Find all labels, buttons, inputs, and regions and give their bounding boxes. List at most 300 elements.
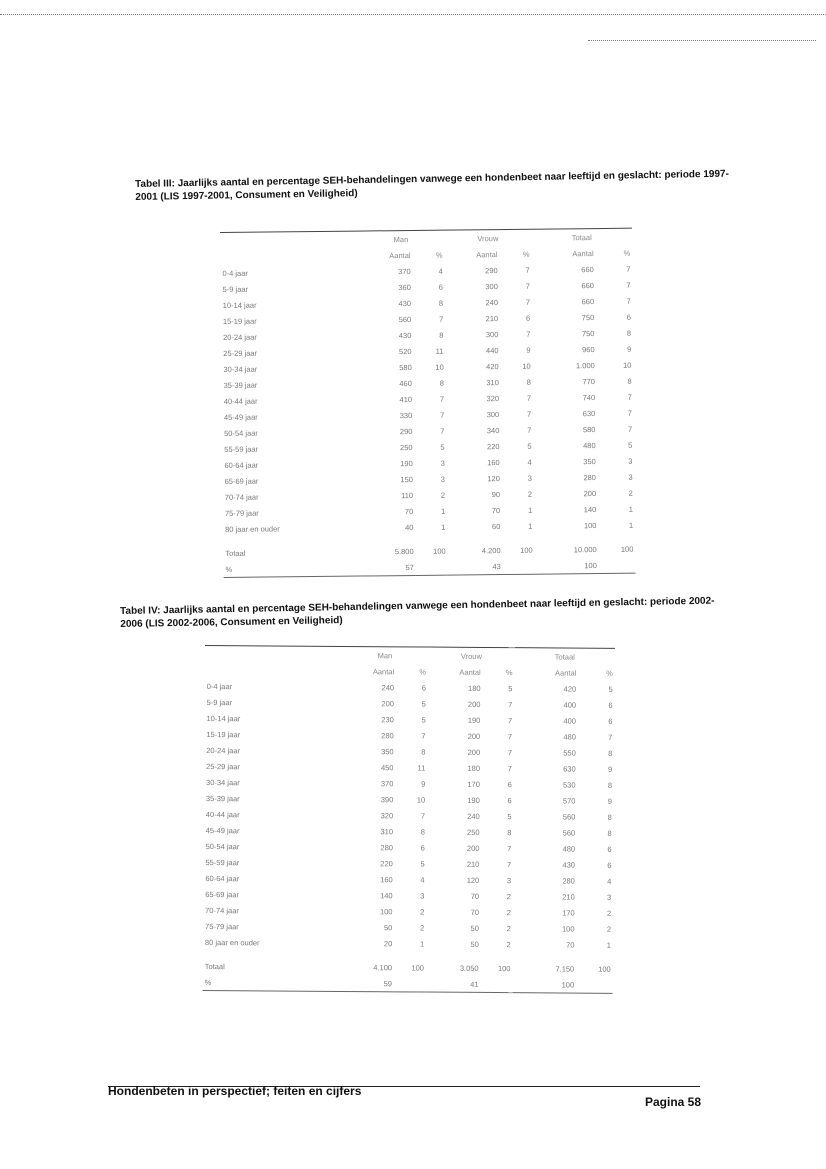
row-label: 45-49 jaar [205, 825, 240, 835]
row-label: 65-69 jaar [224, 476, 259, 486]
cell-value: 400 [563, 716, 577, 726]
percent-value [416, 559, 448, 576]
row-label: 15-19 jaar [222, 316, 257, 326]
cell-value: 7 [507, 747, 513, 757]
percent-value [576, 977, 613, 994]
cell-value: 190 [467, 715, 481, 725]
row-label: 35-39 jaar [223, 380, 258, 390]
cell-value: 4 [420, 875, 425, 885]
cell-value: 6 [626, 312, 631, 322]
cell-value: 9 [607, 764, 613, 774]
cell-value: 1 [606, 940, 611, 950]
percent-value [503, 558, 535, 575]
table3-caption [135, 168, 735, 204]
cell-value: 70 [404, 506, 414, 516]
cell-value: 50 [384, 922, 393, 932]
cell-value: 520 [398, 346, 412, 356]
cell-value: 7 [420, 811, 426, 821]
cell-value: 210 [562, 892, 575, 902]
cell-value: 9 [526, 345, 531, 355]
cell-value: 350 [583, 456, 596, 466]
cell-value: 7 [526, 393, 532, 403]
header-group-0: Man [342, 646, 429, 663]
cell-value: 4 [438, 266, 443, 276]
cell-value: 6 [525, 313, 531, 323]
cell-value: 450 [380, 762, 394, 772]
cell-value: 7 [526, 329, 531, 339]
total-value: 100 [620, 544, 634, 554]
row-label: 55-59 jaar [205, 857, 240, 867]
total-value: 5.800 [394, 546, 414, 556]
cell-value: 8 [526, 377, 531, 387]
cell-value: 6 [507, 795, 512, 805]
percent-value: 100 [535, 557, 599, 574]
cell-value: 4 [527, 457, 532, 467]
percent-value: 57 [361, 559, 416, 576]
cell-value: 150 [400, 474, 413, 484]
table4-caption [120, 595, 720, 631]
cell-value: 1 [419, 939, 425, 949]
cell-value: 300 [485, 281, 498, 291]
cell-value: 160 [487, 457, 500, 467]
cell-value: 7 [608, 732, 613, 742]
cell-value: 90 [491, 489, 501, 499]
cell-value: 7 [626, 264, 631, 274]
cell-value: 660 [581, 280, 594, 290]
table3-caption-line2: 2001 (LIS 1997-2001, Consument en Veiligheid) [135, 188, 358, 203]
table4-caption-line2: 2006 (LIS 2002-2006, Consument en Veiligheid) [120, 615, 343, 630]
cell-value: 7 [525, 281, 530, 291]
cell-value: 1.000 [575, 360, 595, 370]
cell-value: 7 [507, 843, 512, 853]
percent-value [480, 976, 512, 993]
percent-label: % [223, 560, 361, 578]
cell-value: 7 [525, 265, 530, 275]
row-label: 60-64 jaar [205, 873, 240, 883]
cell-value: 110 [401, 490, 414, 500]
page-number: Pagina 58 [645, 1095, 702, 1109]
cell-value: 8 [438, 298, 444, 308]
cell-value: 10 [623, 360, 632, 370]
cell-value: 740 [582, 392, 596, 402]
cell-value: 2 [506, 939, 511, 949]
cell-value: 550 [563, 748, 576, 758]
cell-value: 11 [417, 762, 426, 773]
cell-value: 300 [485, 329, 499, 339]
total-label: Totaal [225, 548, 246, 558]
header-sub-0: Aantal [372, 666, 395, 676]
total-value: 7.150 [555, 963, 575, 974]
cell-value: 3 [628, 472, 633, 482]
cell-value: 200 [466, 843, 480, 853]
cell-value: 7 [626, 296, 631, 306]
cell-value: 7 [627, 424, 633, 434]
cell-value: 8 [420, 827, 425, 837]
header-empty-cell [220, 248, 358, 265]
cell-value: 9 [607, 796, 612, 806]
row-label: 75-79 jaar [205, 921, 239, 931]
percent-value: 100 [512, 976, 576, 993]
row-label: 10-14 jaar [222, 300, 257, 310]
row-label: 20-24 jaar [223, 332, 257, 342]
cell-value: 480 [563, 732, 576, 742]
cell-value: 290 [399, 426, 413, 436]
cell-value: 240 [485, 297, 499, 307]
cell-value: 5 [420, 859, 425, 869]
cell-value: 2 [606, 908, 612, 918]
cell-value: 6 [420, 843, 425, 853]
top-right-dotted-rule [588, 40, 816, 41]
cell-value: 7 [439, 394, 445, 404]
cell-value: 7 [507, 859, 512, 869]
cell-value: 8 [507, 827, 512, 837]
cell-value: 770 [582, 376, 595, 386]
cell-value: 6 [607, 860, 612, 870]
cell-value: 280 [583, 472, 596, 482]
total-value: 100 [520, 545, 533, 555]
header-sub-0: Aantal [389, 250, 411, 260]
cell-value: 240 [381, 682, 395, 692]
cell-value: 8 [607, 780, 613, 790]
cell-value: 11 [435, 346, 444, 356]
cell-value: 3 [420, 891, 425, 901]
top-dotted-rule [0, 14, 826, 15]
cell-value: 8 [627, 376, 632, 386]
row-label: 5-9 jaar [206, 697, 233, 707]
cell-value: 370 [380, 778, 394, 788]
cell-value: 10 [416, 794, 426, 805]
total-row [203, 950, 613, 977]
cell-value: 9 [421, 779, 426, 789]
cell-value: 140 [380, 890, 393, 900]
percent-value [599, 557, 636, 574]
cell-value: 560 [562, 828, 576, 838]
row-label: 30-34 jaar [206, 777, 240, 787]
cell-value: 3 [607, 892, 612, 902]
footer-title: Hondenbeten in perspectief; feiten en cijfers [108, 1084, 362, 1098]
header-sub-2: Aantal [476, 249, 498, 259]
cell-value: 70 [566, 940, 575, 950]
cell-value: 8 [421, 747, 426, 757]
cell-value: 180 [468, 683, 481, 693]
cell-value: 630 [582, 408, 596, 418]
row-label: 70-74 jaar [224, 492, 259, 502]
row-label: 25-29 jaar [206, 761, 240, 771]
cell-value: 7 [507, 763, 512, 773]
cell-value: 3 [440, 474, 445, 484]
cell-value: 70 [470, 907, 480, 917]
percent-value: 59 [339, 975, 394, 992]
cell-value: 250 [467, 827, 480, 837]
cell-value: 7 [508, 699, 513, 709]
row-label: 25-29 jaar [223, 348, 258, 358]
cell-value: 350 [381, 746, 394, 756]
cell-value: 430 [562, 860, 576, 870]
cell-value: 170 [467, 779, 480, 789]
header-sub-1: % [435, 250, 443, 260]
row-label: 80 jaar en ouder [204, 937, 260, 947]
header-group-1: Vrouw [444, 229, 531, 246]
cell-value: 8 [439, 378, 444, 388]
cell-value: 1 [628, 504, 633, 514]
cell-value: 2 [420, 923, 425, 933]
cell-value: 8 [607, 828, 612, 838]
cell-value: 7 [626, 280, 631, 290]
header-group-2: Totaal [531, 228, 632, 246]
total-value: 100 [411, 962, 425, 973]
cell-value: 6 [608, 716, 613, 726]
cell-value: 560 [562, 812, 576, 822]
cell-value: 460 [399, 378, 412, 388]
row-label: 10-14 jaar [206, 713, 241, 723]
header-sub-1: % [419, 666, 427, 677]
row-label: 50-54 jaar [205, 841, 240, 851]
percent-value [394, 975, 426, 992]
cell-value: 340 [486, 425, 500, 435]
cell-value: 5 [440, 442, 445, 452]
header-sub-5: % [606, 668, 613, 678]
cell-value: 10 [435, 362, 444, 372]
cell-value: 5 [508, 683, 513, 693]
cell-value: 7 [525, 297, 531, 307]
cell-value: 1 [528, 521, 533, 531]
row-label: 15-19 jaar [206, 729, 241, 739]
row-label: 40-44 jaar [205, 809, 240, 819]
total-value: 10.000 [573, 544, 597, 554]
cell-value: 310 [486, 377, 499, 387]
cell-value: 4 [607, 876, 612, 886]
cell-value: 280 [380, 842, 393, 852]
cell-value: 8 [607, 812, 612, 822]
cell-value: 420 [486, 361, 499, 371]
header-sub-3: % [522, 249, 530, 259]
table4-caption-line1: Tabel IV: Jaarlijks aantal en percentage SEH-behandelingen vanwege een hondenbeet naar leeftijd en geslacht: periode 2002- [120, 595, 715, 617]
cell-value: 5 [527, 441, 532, 451]
cell-value: 5 [421, 699, 426, 709]
row-label: 20-24 jaar [206, 745, 241, 755]
cell-value: 70 [470, 891, 480, 901]
cell-value: 40 [404, 522, 414, 532]
cell-value: 330 [399, 410, 413, 420]
cell-value: 7 [527, 425, 532, 435]
cell-value: 220 [486, 441, 500, 451]
cell-value: 580 [399, 362, 412, 372]
cell-value: 570 [562, 796, 576, 806]
header-sub-4: Aantal [555, 667, 577, 678]
row-label: 35-39 jaar [205, 793, 240, 803]
percent-row [203, 974, 613, 993]
cell-value: 320 [380, 810, 394, 820]
table3-caption-line1: Tabel III: Jaarlijks aantal en percentage SEH-behandelingen vanwege een hondenbeet naar leeftijd en geslacht: periode 1997- [135, 168, 730, 190]
cell-value: 6 [607, 844, 612, 854]
cell-value: 370 [398, 266, 411, 276]
header-sub-2: Aantal [459, 667, 481, 677]
row-label: 50-54 jaar [224, 428, 258, 438]
header-empty-cell [220, 231, 358, 249]
cell-value: 7 [439, 314, 444, 324]
table4-grid [203, 645, 615, 994]
cell-value: 100 [379, 906, 393, 916]
total-label: Totaal [204, 961, 225, 971]
cell-value: 6 [608, 700, 613, 710]
cell-value: 3 [440, 458, 445, 468]
cell-value: 300 [486, 409, 500, 419]
cell-value: 2 [506, 891, 512, 901]
cell-value: 250 [399, 442, 413, 452]
cell-value: 440 [485, 345, 499, 355]
row-label: 80 jaar en ouder [225, 523, 280, 534]
cell-value: 220 [380, 858, 393, 868]
total-value: 100 [598, 964, 611, 974]
cell-value: 5 [507, 811, 512, 821]
cell-value: 420 [563, 684, 577, 694]
total-value: 4.100 [373, 962, 393, 972]
percent-value: 41 [426, 976, 481, 993]
cell-value: 630 [563, 764, 576, 774]
total-value: 4.200 [481, 545, 501, 555]
cell-value: 310 [380, 826, 394, 836]
cell-value: 3 [527, 473, 532, 483]
cell-value: 7 [627, 392, 632, 402]
cell-value: 2 [506, 923, 511, 933]
row-label: 40-44 jaar [223, 396, 258, 406]
cell-value: 210 [466, 859, 480, 869]
cell-value: 2 [606, 924, 612, 934]
cell-value: 20 [383, 938, 393, 948]
table3 [220, 228, 636, 578]
cell-value: 430 [398, 330, 412, 340]
percent-value: 43 [448, 558, 503, 575]
total-value: 100 [433, 546, 446, 556]
row-label: 0-4 jaar [222, 268, 248, 278]
cell-value: 390 [380, 794, 394, 804]
cell-value: 580 [582, 424, 596, 434]
cell-value: 3 [506, 875, 512, 885]
cell-value: 160 [380, 874, 393, 884]
row-label: 45-49 jaar [223, 412, 258, 422]
cell-value: 560 [398, 314, 412, 324]
cell-value: 410 [399, 394, 413, 404]
cell-value: 170 [562, 907, 575, 918]
cell-value: 7 [421, 731, 426, 741]
cell-value: 400 [563, 700, 577, 710]
cell-value: 60 [491, 521, 501, 531]
cell-value: 2 [527, 489, 533, 499]
cell-value: 6 [507, 779, 512, 789]
row-label: 0-4 jaar [206, 681, 233, 691]
header-sub-4: Aantal [572, 248, 594, 258]
cell-value: 240 [467, 811, 480, 821]
total-value: 3.050 [459, 963, 479, 973]
cell-value: 750 [581, 328, 595, 338]
cell-value: 7 [440, 426, 445, 436]
table3-grid [220, 228, 636, 578]
header-group-0: Man [357, 230, 444, 247]
header-group-2: Totaal [515, 648, 615, 665]
cell-value: 5 [628, 440, 633, 450]
cell-value: 480 [562, 844, 576, 854]
cell-value: 180 [467, 763, 481, 773]
cell-value: 360 [398, 282, 411, 292]
cell-value: 190 [400, 458, 413, 468]
cell-value: 280 [381, 730, 394, 740]
cell-value: 2 [440, 490, 446, 500]
cell-value: 2 [506, 907, 511, 917]
percent-label: % [203, 974, 340, 991]
cell-value: 2 [628, 488, 633, 498]
cell-value: 1 [441, 506, 446, 516]
cell-value: 530 [563, 780, 576, 790]
cell-value: 1 [441, 522, 446, 532]
cell-value: 320 [486, 393, 500, 403]
cell-value: 1 [527, 505, 533, 515]
cell-value: 70 [491, 505, 501, 515]
cell-value: 6 [438, 282, 443, 292]
cell-value: 8 [439, 330, 444, 340]
row-label: 55-59 jaar [224, 444, 259, 454]
header-empty-cell [205, 646, 342, 663]
table4 [203, 645, 615, 994]
cell-value: 290 [485, 265, 498, 275]
cell-value: 5 [421, 715, 426, 725]
header-sub-3: % [505, 667, 513, 677]
row-label: 70-74 jaar [205, 905, 239, 915]
header-empty-cell [205, 662, 342, 679]
cell-value: 3 [628, 456, 633, 466]
cell-value: 7 [440, 410, 445, 420]
cell-value: 430 [398, 298, 412, 308]
cell-value: 100 [583, 520, 597, 530]
cell-value: 280 [562, 876, 575, 886]
total-value: 100 [497, 963, 511, 973]
cell-value: 8 [608, 748, 613, 758]
cell-value: 1 [628, 520, 634, 530]
row-label: 65-69 jaar [205, 889, 240, 899]
cell-value: 50 [470, 939, 479, 949]
cell-value: 8 [626, 328, 632, 338]
cell-value: 750 [581, 312, 595, 322]
cell-value: 200 [381, 698, 394, 708]
cell-value: 50 [470, 923, 479, 933]
row-label: 75-79 jaar [224, 508, 259, 518]
row-label: 5-9 jaar [222, 284, 249, 294]
cell-value: 120 [487, 473, 500, 483]
cell-value: 5 [608, 684, 613, 694]
cell-value: 9 [627, 344, 632, 354]
cell-value: 200 [583, 488, 597, 498]
cell-value: 2 [420, 907, 425, 917]
cell-value: 660 [581, 296, 595, 306]
percent-row [223, 557, 635, 578]
cell-value: 7 [526, 409, 532, 419]
cell-value: 230 [381, 714, 394, 724]
cell-value: 200 [467, 731, 481, 741]
header-group-1: Vrouw [428, 647, 515, 664]
cell-value: 100 [561, 923, 575, 934]
cell-value: 660 [581, 264, 594, 274]
cell-value: 7 [507, 731, 513, 741]
cell-value: 200 [467, 747, 481, 757]
cell-value: 140 [583, 504, 597, 514]
row-label: 30-34 jaar [223, 364, 258, 374]
cell-value: 960 [582, 344, 595, 354]
cell-value: 10 [522, 361, 531, 371]
cell-value: 210 [485, 313, 499, 323]
cell-value: 7 [627, 408, 632, 418]
cell-value: 7 [508, 715, 513, 725]
header-sub-5: % [623, 248, 631, 258]
row-label: 60-64 jaar [224, 460, 259, 470]
